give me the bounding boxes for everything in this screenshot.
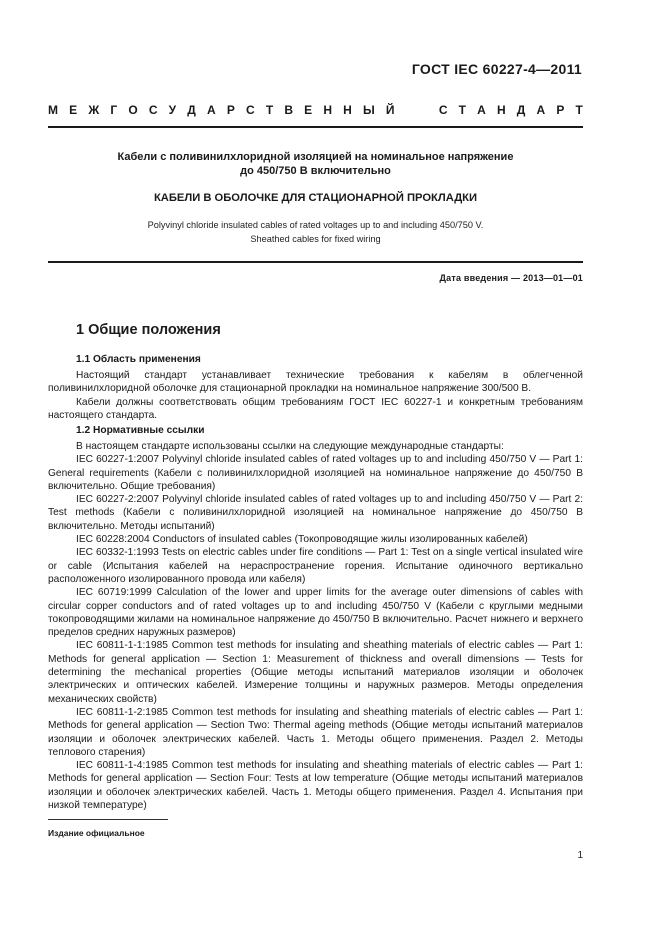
reference-item: IEC 60332-1:1993 Tests on electric cables under fire conditions — Part 1: Test on a single vertical insulated wire or cable (Испытания кабелей на нераспространение горения. Испытание одиночного вертикально расположенного изолированного провода или кабеля) <box>48 547 583 585</box>
reference-item: IEC 60811-1-4:1985 Common test methods for insulating and sheathing materials of electric cables — Part 1: Methods for general application — Section Four: Tests at low temperature (Общие методы испытаний материалов изоляции и оболочек электрических кабелей. Часть 1. Методы общего применения. Раздел 4. Испытания при низкой температуре) <box>48 760 583 812</box>
official-edition-label: Издание официальное <box>48 828 145 838</box>
reference-item: IEC 60227-1:2007 Polyvinyl chloride insulated cables of rated voltages up to and including 450/750 V — Part 1: General requirements (Кабели с поливинилхлоридной изоляцией на номинальное напряжение до 450/750 В включительно. Общие требования) <box>48 454 583 492</box>
banner-letter: Д <box>516 103 526 117</box>
banner-letter: Е <box>304 103 313 117</box>
banner-letter: Т <box>458 103 466 117</box>
banner-letter: Ж <box>88 103 100 117</box>
paragraph: Настоящий стандарт устанавливает технические требования к кабелям в облегченной поливинилхлоридной оболочке для стационарной прокладки на номинальное напряжение 300/500 В. <box>48 370 583 395</box>
banner-letter: Е <box>69 103 78 117</box>
banner-letter: О <box>128 103 138 117</box>
banner-letter: Н <box>496 103 506 117</box>
interstate-standard-banner <box>48 103 583 117</box>
banner-letter: С <box>438 103 448 117</box>
document-subtitle: КАБЕЛИ В ОБОЛОЧКЕ ДЛЯ СТАЦИОНАРНОЙ ПРОКЛАДКИ <box>153 192 478 204</box>
banner-letter: У <box>168 103 177 117</box>
banner-letter: Т <box>575 103 583 117</box>
banner-letter: А <box>477 103 486 117</box>
banner-letter: Й <box>385 103 395 117</box>
title-divider <box>48 261 583 263</box>
english-title-line-1: Polyvinyl chloride insulated cables of rated voltages up to and including 450/750 V. <box>147 220 484 230</box>
document-code: ГОСТ IEC 60227-4—2011 <box>411 61 582 77</box>
banner-letter: М <box>48 103 58 117</box>
banner-letter: С <box>148 103 158 117</box>
document-title <box>48 150 583 178</box>
banner-letter: Т <box>265 103 274 117</box>
section-1-heading: 1 Общие положения <box>76 322 221 338</box>
english-title-line-2: Sheathed cables for fixed wiring <box>250 234 381 244</box>
reference-item: IEC 60719:1999 Calculation of the lower and upper limits for the average outer dimensions of cables with circular copper conductors and of rated voltages up to and including 450/750 V (Кабели с круглыми медными токопроводящими жилами на номинальное напряжение до 450/750 В включительно. Расчет нижнего и верхнего пределов средних наружных размеров) <box>48 587 583 639</box>
banner-letter: Р <box>556 103 565 117</box>
page-number: 1 <box>577 850 583 861</box>
banner-letter: Н <box>343 103 352 117</box>
reference-item: IEC 60811-1-2:1985 Common test methods for insulating and sheathing materials of electric cables — Part 1: Methods for general application — Section Two: Thermal ageing methods (Общие методы испытаний материалов изоляции и оболочек электрических кабелей. Часть 1. Методы общего применения. Раздел 2. Методы теплового старения) <box>48 706 583 758</box>
reference-item: IEC 60227-2:2007 Polyvinyl chloride insulated cables of rated voltages up to and including 450/750 V — Part 2: Test methods (Кабели с поливинилхлоридной изоляцией на номинальное напряжение до 450/750 В включительно. Методы испытаний) <box>48 494 583 532</box>
section-1-2-heading: 1.2 Нормативные ссылки <box>76 425 205 436</box>
banner-letter: Д <box>187 103 196 117</box>
banner-gap <box>406 103 428 117</box>
title-line-1: Кабели с поливинилхлоридной изоляцией на номинальное напряжение <box>117 151 514 163</box>
banner-letter: Н <box>323 103 332 117</box>
section-1-2-body <box>48 440 583 812</box>
banner-letter: А <box>536 103 546 117</box>
reference-item: IEC 60228:2004 Conductors of insulated cables (Токопроводящие жилы изолированных кабелей) <box>76 534 528 546</box>
footer-divider <box>48 819 168 820</box>
banner-letter: В <box>284 103 293 117</box>
section-1-1-heading: 1.1 Область применения <box>76 354 201 365</box>
effective-date: Дата введения — 2013—01—01 <box>439 273 583 283</box>
banner-letter: А <box>206 103 216 117</box>
top-divider <box>48 126 583 128</box>
banner-letter: Р <box>226 103 235 117</box>
banner-letter: Г <box>110 103 118 117</box>
banner-letter: С <box>245 103 255 117</box>
paragraph: В настоящем стандарте использованы ссылки на следующие международные стандарты: <box>76 441 504 452</box>
reference-item: IEC 60811-1-1:1985 Common test methods for insulating and sheathing materials of electric cables — Part 1: Methods for general application — Section 1: Measurement of thickness and overall dimensions — Tests for determining the mechanical properties (Общие методы испытаний материалов изоляции и оболочек электрических и оптических кабелей. Измерение толщины и наружных размеров. Методы определения механических свойств) <box>48 640 583 705</box>
english-title <box>48 218 583 246</box>
section-1-1-body <box>48 369 583 422</box>
banner-letter: Ы <box>362 103 375 117</box>
title-line-2: до 450/750 В включительно <box>240 165 391 177</box>
paragraph: Кабели должны соответствовать общим требованиям ГОСТ IEC 60227-1 и конкретным требованиям настоящего стандарта. <box>48 396 583 421</box>
